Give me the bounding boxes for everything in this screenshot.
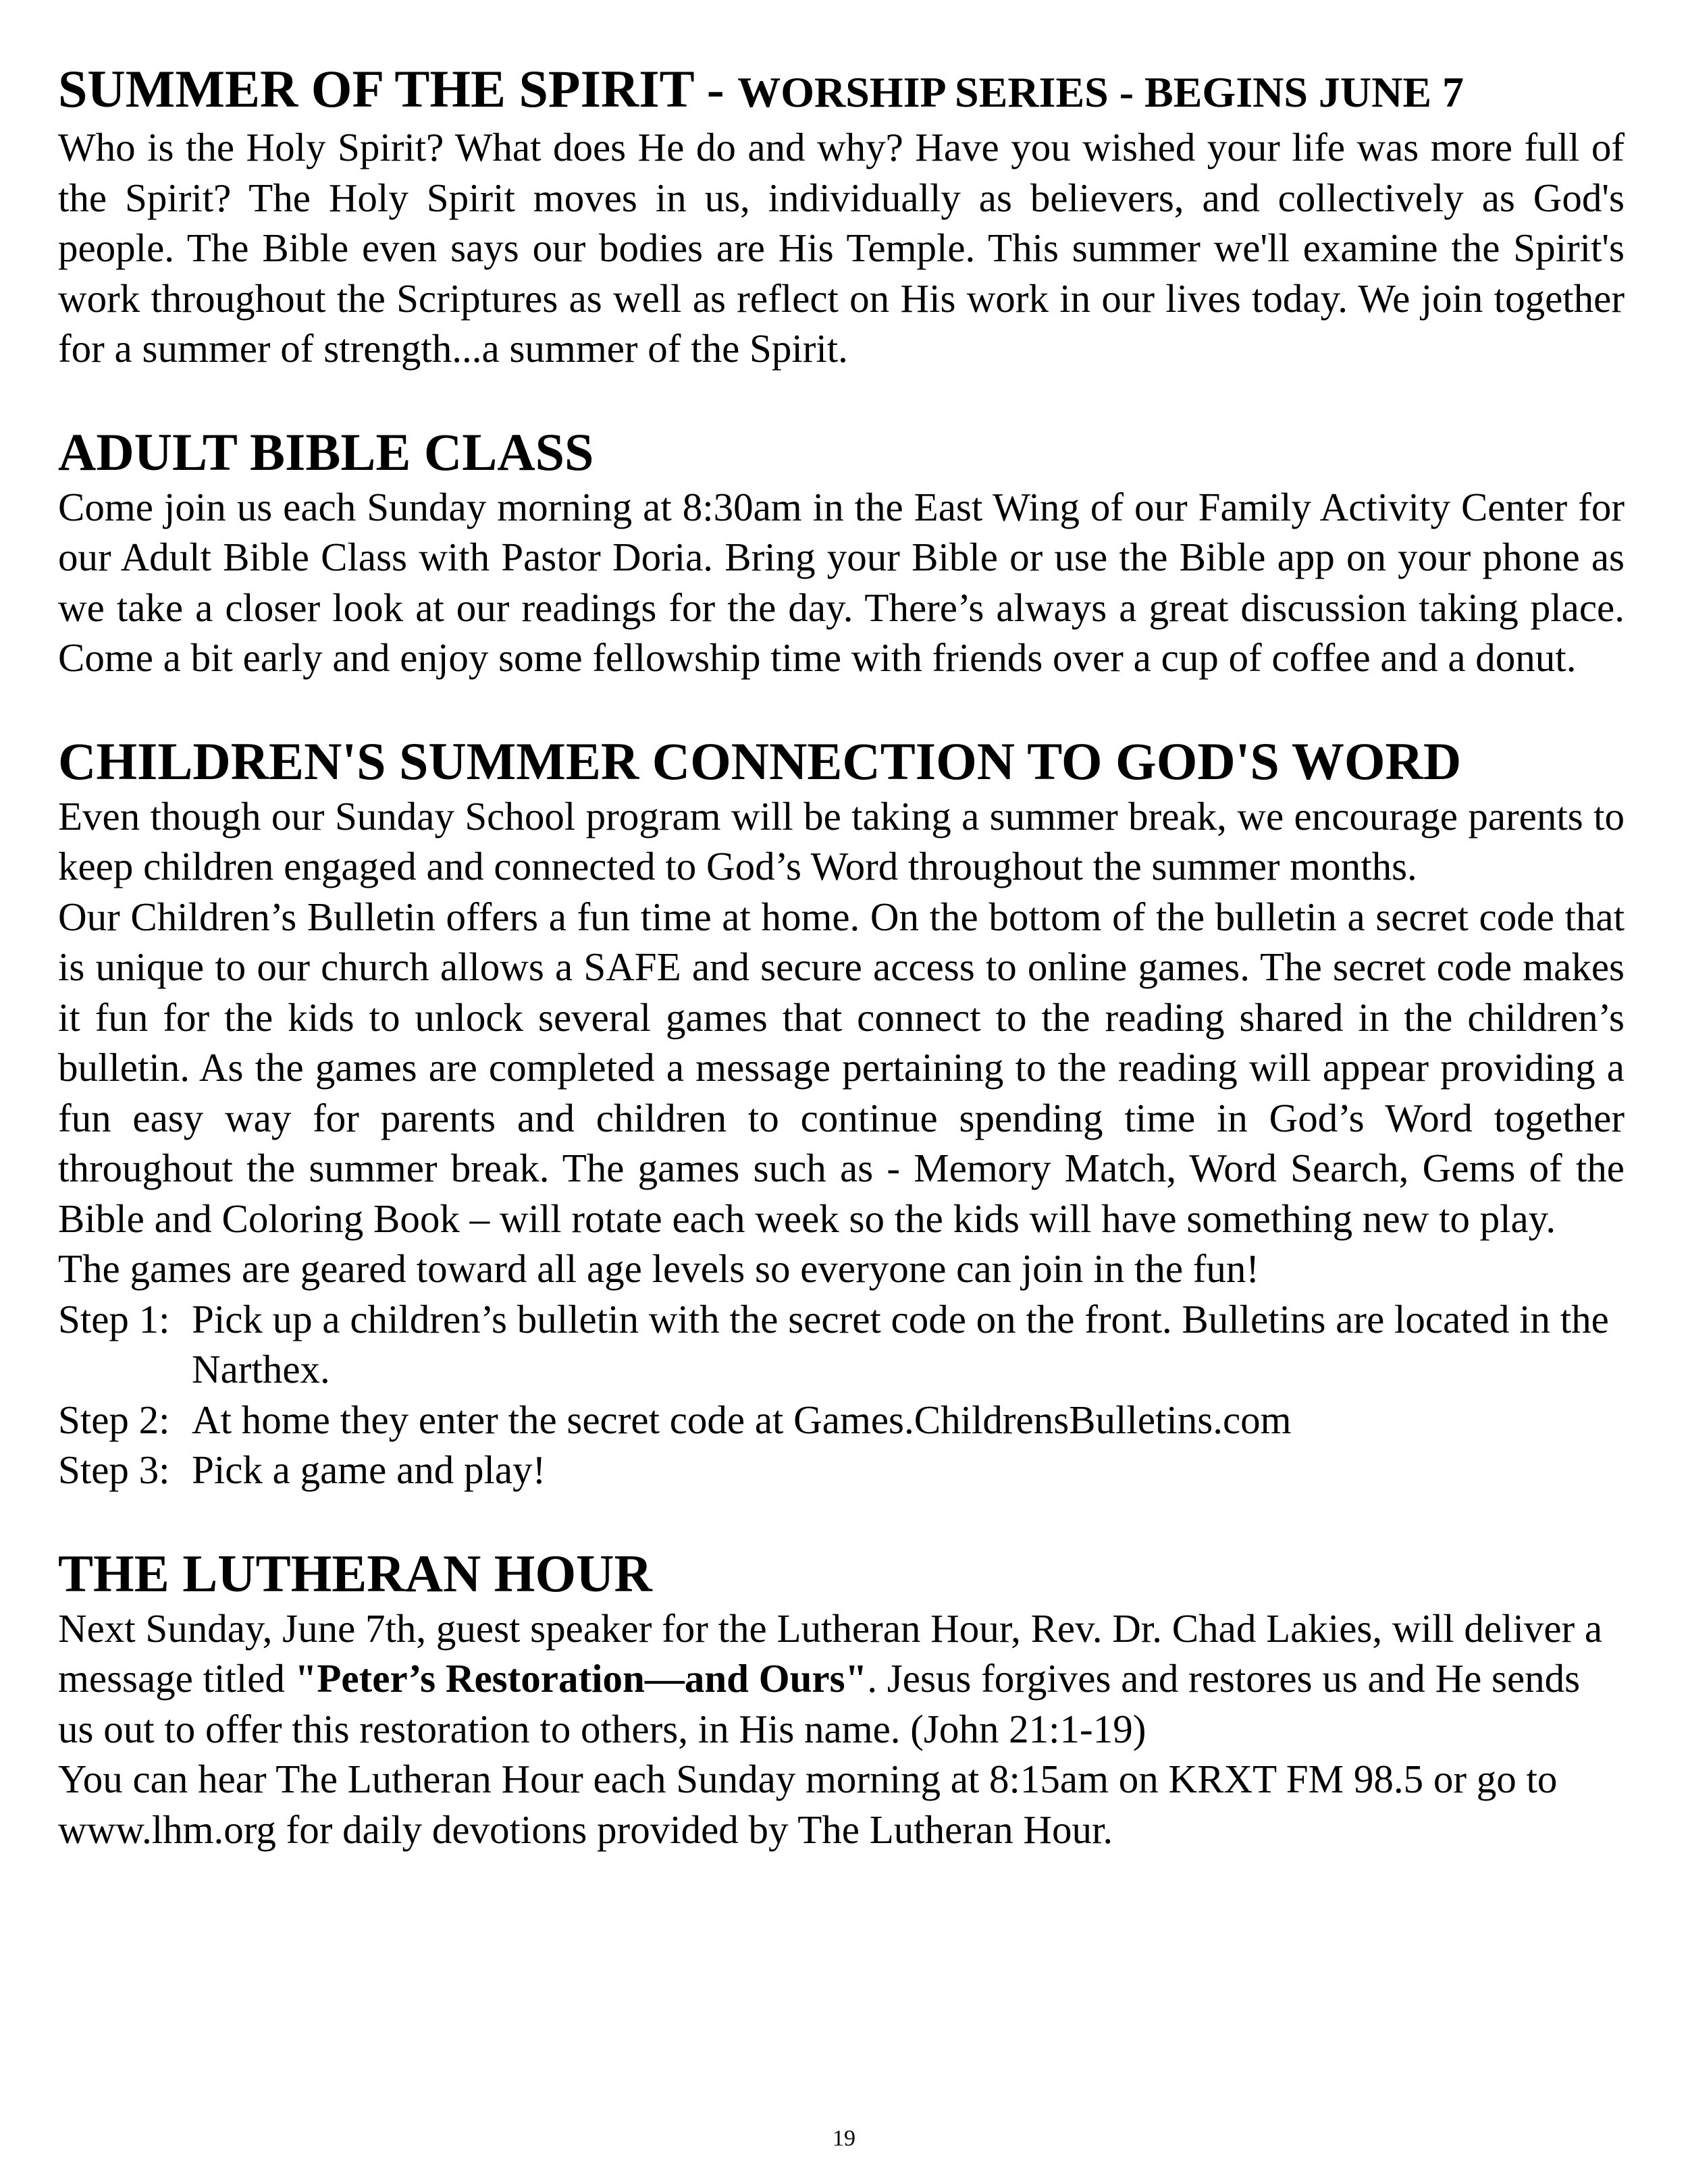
step-3 xyxy=(58,1445,1625,1495)
childrens-intro-paragraph: Even though our Sunday School program will be taking a summer break, we encourage parents to keep children engaged and connected to God’s Word throughout the summer months. xyxy=(58,793,1625,888)
page-number: 19 xyxy=(833,2126,855,2151)
step-1 xyxy=(58,1294,1625,1395)
adult-bible-class-section xyxy=(58,423,1625,683)
childrens-games-paragraph: The games are geared toward all age levels so everyone can join in the fun! xyxy=(58,1246,1260,1291)
heading-main: SUMMER OF THE SPIRIT - xyxy=(58,59,738,118)
lutheran-hour-heading: THE LUTHERAN HOUR xyxy=(58,1543,652,1603)
step-2 xyxy=(58,1395,1625,1445)
step-text: Pick up a children’s bulletin with the secret code on the front. Bulletins are located in the Narthex. xyxy=(192,1296,1609,1391)
message-title: "Peter’s Restoration—and Ours" xyxy=(294,1656,868,1701)
childrens-summer-connection-section xyxy=(58,732,1625,1495)
lutheran-hour-section xyxy=(58,1544,1625,1855)
childrens-summer-connection-heading: CHILDREN'S SUMMER CONNECTION TO GOD'S WORD xyxy=(58,731,1462,791)
adult-bible-class-heading: ADULT BIBLE CLASS xyxy=(58,422,594,481)
lutheran-hour-body-before: Next Sunday, June 7th, guest speaker for the Lutheran Hour, Rev. Dr. Chad Lakies, will deliver a message titled xyxy=(58,1605,1603,1701)
step-text: At home they enter the secret code at Games.ChildrensBulletins.com xyxy=(192,1397,1292,1442)
summer-of-the-spirit-section xyxy=(58,59,1625,374)
lutheran-hour-body-after: . Jesus forgives and restores us and He sends us out to offer this restoration to others, in His name. (John 21:1-19) xyxy=(58,1656,1581,1751)
adult-bible-class-body: Come join us each Sunday morning at 8:30am in the East Wing of our Family Activity Center for our Adult Bible Class with Pastor Doria. Bring your Bible or use the Bible app on your phone as we take a closer look at our readings for the day. There’s always a great discussion taking place. Come a bit early and enjoy some fellowship time with friends over a cup of coffee and a donut. xyxy=(58,484,1625,680)
lutheran-hour-broadcast-info: You can hear The Lutheran Hour each Sunday morning at 8:15am on KRXT FM 98.5 or go to www.lhm.org for daily devotions provided by The Lutheran Hour. xyxy=(58,1757,1558,1852)
step-label: Step 2: xyxy=(58,1397,170,1442)
step-label: Step 3: xyxy=(58,1447,170,1492)
childrens-bulletin-paragraph: Our Children’s Bulletin offers a fun time at home. On the bottom of the bulletin a secret code that is unique to our church allows a SAFE and secure access to online games. The secret code makes it fun for the kids to unlock several games that connect to the reading shared in the children’s bulletin. As the games are completed a message pertaining to the reading will appear providing a fun easy way for parents and children to continue spending time in God’s Word together throughout the summer break. The games such as - Memory Match, Word Search, Gems of the Bible and Coloring Book – will rotate each week so the kids will have something new to play. xyxy=(58,894,1625,1241)
bulletin-page xyxy=(58,59,1625,1855)
heading-sub: WORSHIP SERIES - BEGINS JUNE 7 xyxy=(737,68,1465,116)
step-label: Step 1: xyxy=(58,1296,170,1341)
summer-of-the-spirit-heading xyxy=(58,59,1625,122)
lutheran-hour-body xyxy=(58,1603,1625,1755)
step-text: Pick a game and play! xyxy=(192,1447,546,1492)
summer-of-the-spirit-body: Who is the Holy Spirit? What does He do and why? Have you wished your life was more full of the Spirit? The Holy Spirit moves in us, individually as believers, and collectively as God's people. The Bible even says our bodies are His Temple. This summer we'll examine the Spirit's work throughout the Scriptures as well as reflect on His work in our lives today. We join together for a summer of strength...a summer of the Spirit. xyxy=(58,125,1625,371)
